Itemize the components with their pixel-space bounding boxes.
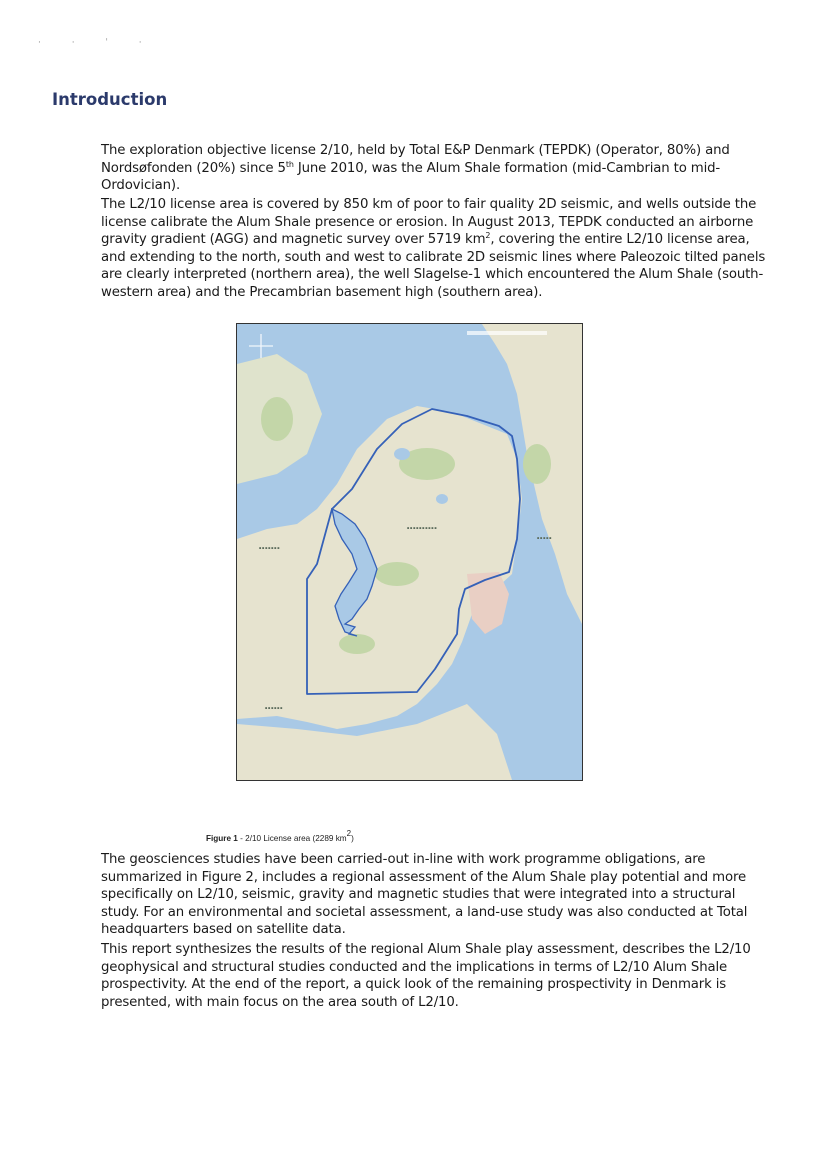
map-lake-2: [436, 494, 448, 504]
paragraph-report-synthesis: This report synthesizes the results of the regional Alum Shale play assessment, describes the L2/10 geophysical and structural studies conducted and the implications in terms of L2/10 Alum Shale prospectivity. At the end of the report, a quick look of the remaining prospectivity in Denmark is presented, with main focus on the area south of L2/10.: [101, 942, 751, 1010]
caption-text-start: - 2/10 License area (2289 km: [237, 834, 347, 843]
map-label-1: ▪▪▪▪▪▪▪▪▪▪: [407, 526, 438, 530]
p2-text-end: , covering the entire L2/10 license area, and extending to the north, south and west to calibrate 2D seismic lines where Paleozoic tilted panels are clearly interpreted (northern area), the well Slagelse-1 which encountered the Alum Shale (south-western area) and the Precambrian basement high (southern area).: [101, 232, 766, 300]
paragraph-geoscience-studies: The geosciences studies have been carried-out in-line with work programme obligations, are summarized in Figure 2, includes a regional assessment of the Alum Shale play potential and more specifically on L2/10, seismic, gravity and magnetic studies that were integrated into a structural study. For an environmental and societal assessment, a land-use study was also conducted at Total headquarters based on satellite data.: [101, 852, 748, 938]
map-label-4: ▪▪▪▪▪▪: [265, 706, 284, 710]
p1-text-start: The exploration objective license 2/10, held by Total E&P Denmark (TEPDK) (Operator, 80%) and Nordsøfonden (20%) since 5: [101, 143, 730, 176]
map-forest-5: [261, 397, 293, 441]
scale-bar: [467, 331, 547, 335]
p1-text-end: June 2010, was the Alum Shale formation (mid-Cambrian to mid-Ordovician).: [101, 160, 721, 194]
figure-label: Figure 1: [206, 834, 238, 843]
map-forest-3: [339, 634, 375, 654]
p2-text-start: The L2/10 license area is covered by 850 km of poor to fair quality 2D seismic, and wells outside the license calibrate the Alum Shale presence or erosion. In August 2013, TEPDK conducted an airborne gravity gradient (AGG) and magnetic survey over 5719 km: [101, 197, 757, 248]
map-label-2: ▪▪▪▪▪▪▪: [259, 546, 281, 550]
section-heading: Introduction: [52, 90, 168, 109]
map-lake-1: [394, 448, 410, 460]
paragraph-license-objective: [101, 142, 777, 195]
map-label-3: ▪▪▪▪▪: [537, 536, 553, 540]
map-forest-2: [375, 562, 419, 586]
caption-superscript: 2: [346, 829, 352, 838]
p1-superscript: th: [285, 159, 294, 169]
p2-superscript: 2: [485, 231, 491, 241]
license-area-map: [236, 323, 583, 781]
figure-caption: [206, 829, 354, 843]
map-forest-4: [523, 444, 551, 484]
paragraph-license-area: [101, 196, 777, 302]
scan-specks: · · ˈ ·: [38, 38, 156, 48]
caption-text-end: ): [351, 834, 354, 843]
